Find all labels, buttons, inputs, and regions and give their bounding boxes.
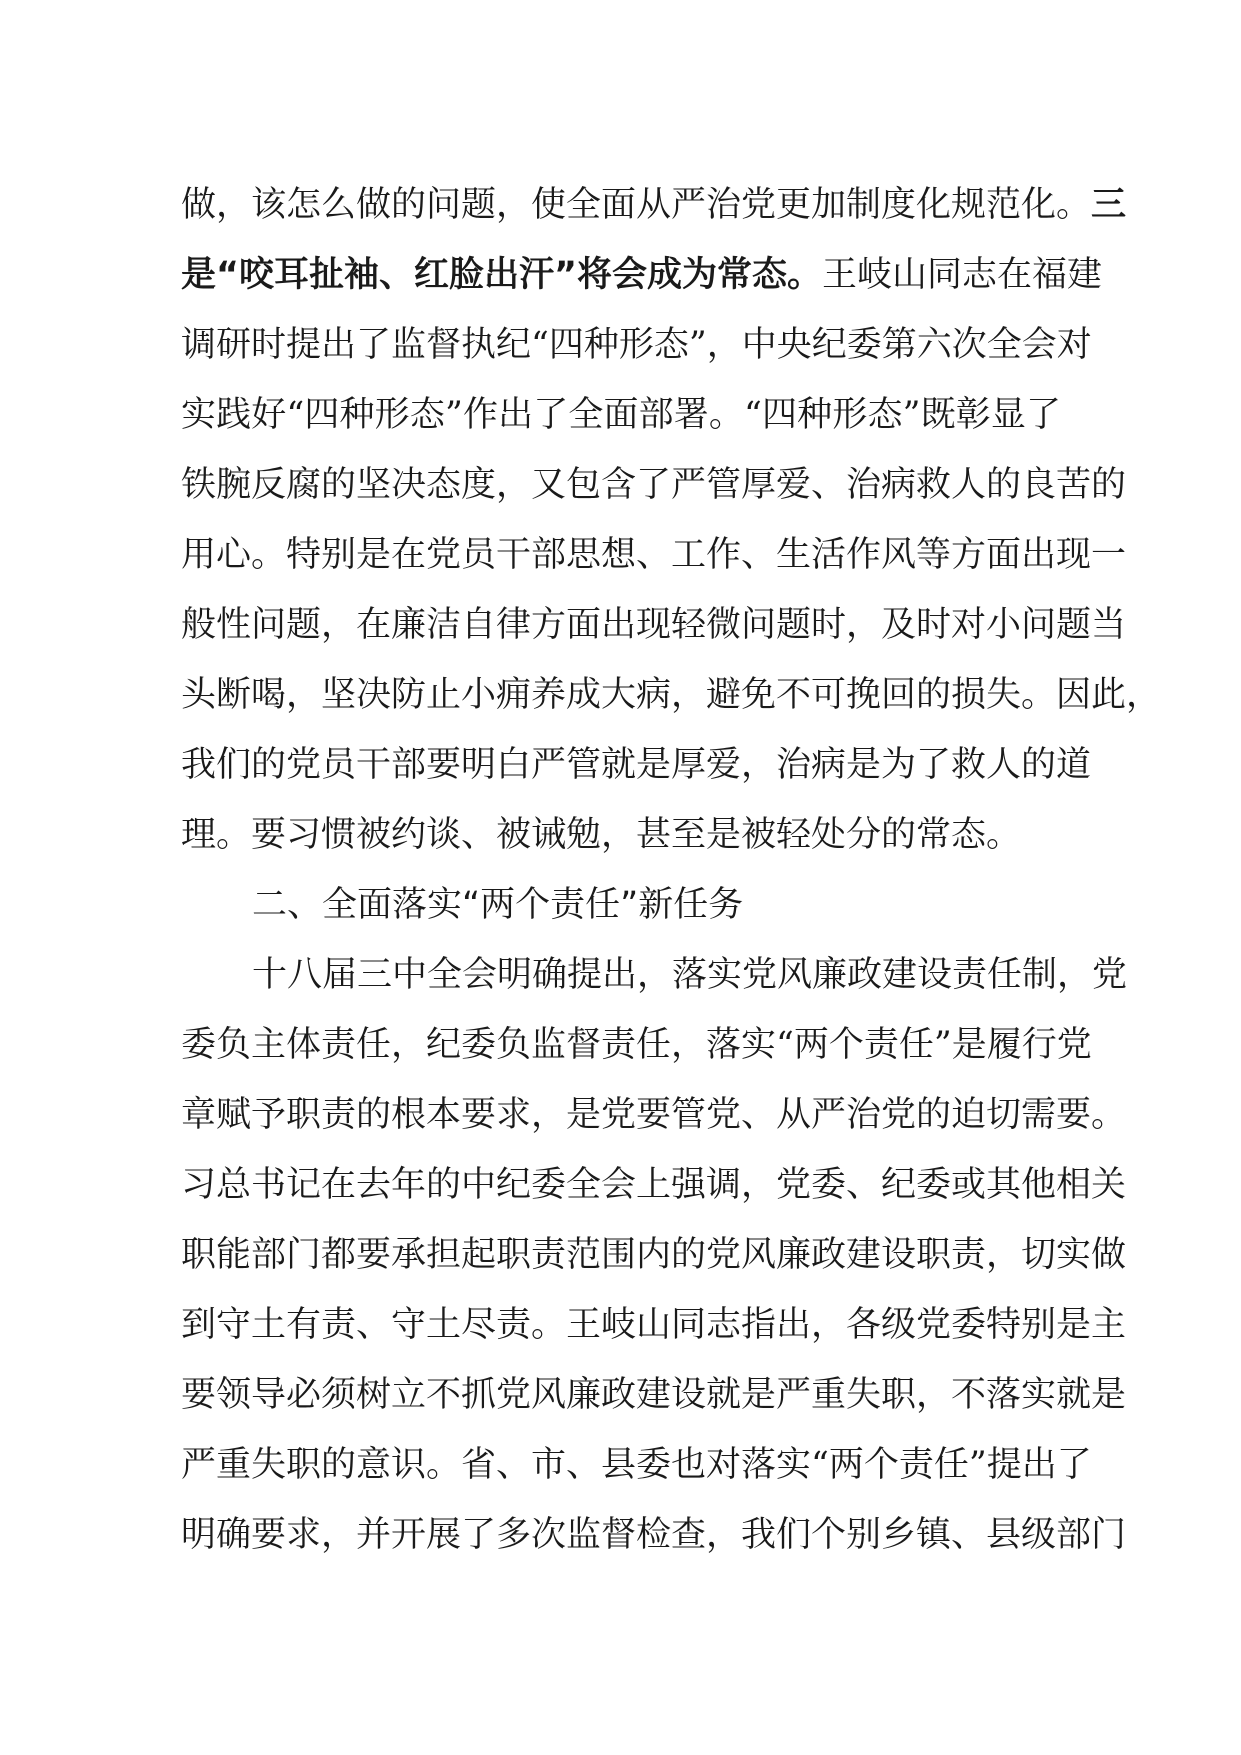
paragraph-line: 习总书记在去年的中纪委全会上强调，党委、纪委或其他相关 bbox=[181, 1165, 1127, 1205]
bold-text: 三 bbox=[1091, 185, 1127, 225]
paragraph-line bbox=[181, 240, 1103, 310]
paragraph-line: 调研时提出了监督执纪“四种形态”，中央纪委第六次全会对 bbox=[181, 325, 1092, 365]
bold-text: 是“咬耳扯袖、红脸出汗”将会成为常态。 bbox=[181, 255, 823, 295]
paragraph-line: 十八届三中全会明确提出，落实党风廉政建设责任制，党 bbox=[252, 955, 1128, 995]
paragraph-line: 头断喝，坚决防止小痈养成大病，避免不可挽回的损失。因此， bbox=[181, 675, 1162, 715]
paragraph-line: 用心。特别是在党员干部思想、工作、生活作风等方面出现一 bbox=[181, 535, 1127, 575]
paragraph-line: 章赋予职责的根本要求，是党要管党、从严治党的迫切需要。 bbox=[181, 1095, 1127, 1135]
paragraph-line: 理。要习惯被约谈、被诫勉，甚至是被轻处分的常态。 bbox=[181, 815, 1022, 855]
paragraph-line: 明确要求，并开展了多次监督检查，我们个别乡镇、县级部门 bbox=[181, 1515, 1127, 1555]
paragraph-line: 严重失职的意识。省、市、县委也对落实“两个责任”提出了 bbox=[181, 1445, 1092, 1485]
paragraph-line: 职能部门都要承担起职责范围内的党风廉政建设职责，切实做 bbox=[181, 1235, 1127, 1275]
paragraph-line: 般性问题，在廉洁自律方面出现轻微问题时，及时对小问题当 bbox=[181, 605, 1127, 645]
paragraph-line: 要领导必须树立不抓党风廉政建设就是严重失职，不落实就是 bbox=[181, 1375, 1127, 1415]
paragraph-line: 铁腕反腐的坚决态度，又包含了严管厚爱、治病救人的良苦的 bbox=[181, 465, 1127, 505]
section-heading: 二、全面落实“两个责任”新任务 bbox=[252, 885, 744, 925]
line-text: 做，该怎么做的问题，使全面从严治党更加制度化规范化。 bbox=[181, 185, 1092, 225]
paragraph-line: 实践好“四种形态”作出了全面部署。“四种形态”既彰显了 bbox=[181, 395, 1061, 435]
paragraph-line bbox=[181, 170, 1127, 240]
line-text: 王岐山同志在福建 bbox=[822, 255, 1103, 295]
paragraph-line: 委负主体责任，纪委负监督责任，落实“两个责任”是履行党 bbox=[181, 1025, 1092, 1065]
paragraph-line: 我们的党员干部要明白严管就是厚爱，治病是为了救人的道 bbox=[181, 745, 1092, 785]
paragraph-line: 到守土有责、守土尽责。王岐山同志指出，各级党委特别是主 bbox=[181, 1305, 1127, 1345]
